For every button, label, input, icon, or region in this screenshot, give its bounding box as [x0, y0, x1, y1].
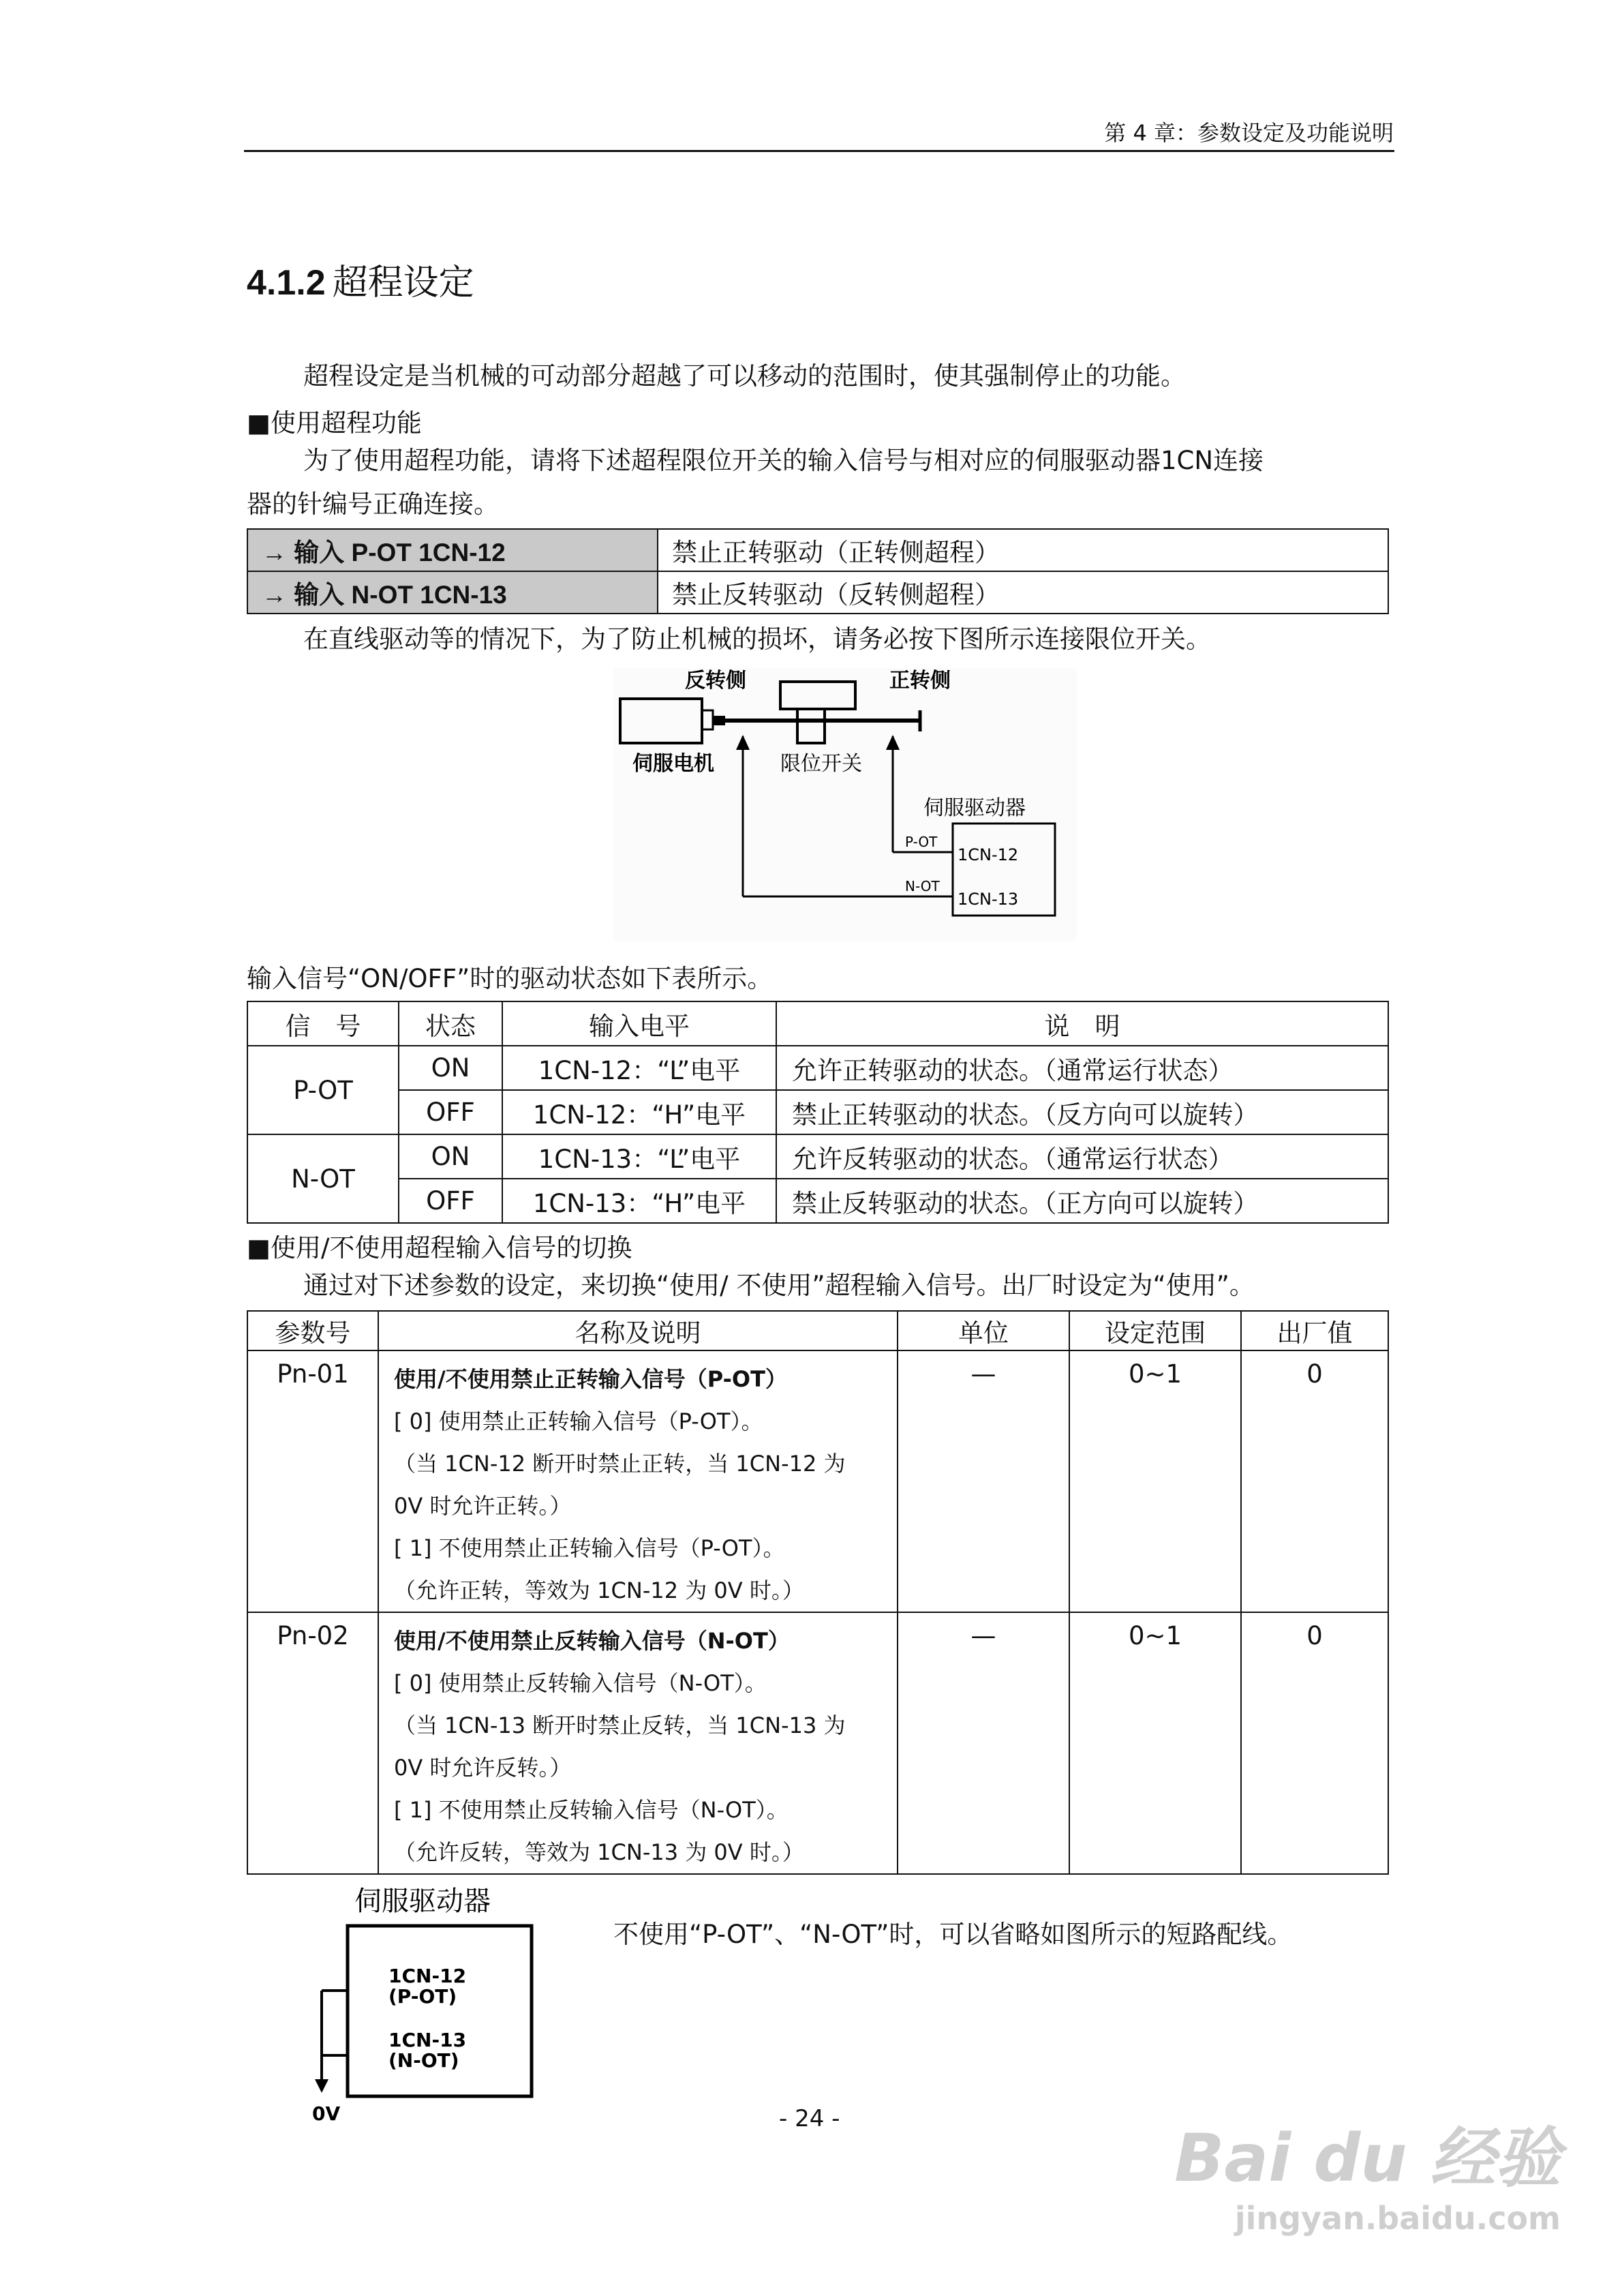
param-default: 0 [1241, 1612, 1388, 1874]
watermark-url: jingyan.baidu.com [1234, 2200, 1561, 2237]
switch-heading: ■使用/不使用超程输入信号的切换 [247, 1233, 632, 1263]
param-line: [ 0] 使用禁止反转输入信号（N-OT）。 [394, 1670, 767, 1696]
chapter-header: 第 4 章：参数设定及功能说明 [1104, 120, 1394, 146]
servo-motor-label: 伺服电机 [632, 752, 714, 776]
header-state: 状态 [399, 1001, 502, 1046]
state-cell: OFF [399, 1090, 502, 1134]
table-row [247, 1612, 1388, 1874]
wiring-note: 在直线驱动等的情况下，为了防止机械的损坏，请务必按下图所示连接限位开关。 [303, 624, 1211, 654]
not-label: (N-OT) [388, 2049, 459, 2072]
pin-12-label: 1CN-12 [958, 845, 1019, 864]
baidu-watermark [1174, 2106, 1561, 2237]
param-default: 0 [1241, 1350, 1388, 1612]
param-unit: — [898, 1350, 1069, 1612]
input-label: → 输入 P-OT 1CN-12 [247, 529, 658, 571]
forward-side-label: 正转侧 [889, 669, 951, 693]
pot-label: (P-OT) [388, 1985, 457, 2008]
page-number: - 24 - [779, 2105, 840, 2132]
param-line: 0V 时允许正转。） [394, 1493, 572, 1519]
param-line: （允许正转，等效为 1CN-12 为 0V 时。） [394, 1577, 804, 1603]
short-circuit-wiring-diagram [300, 1882, 545, 2127]
driver-title: 伺服驱动器 [354, 1886, 491, 1917]
header-rule [244, 150, 1394, 152]
table-row [247, 1090, 1388, 1134]
intro-paragraph: 超程设定是当机械的可动部分超越了可以移动的范围时，使其强制停止的功能。 [303, 361, 1186, 391]
pin-13-label: 1CN-13 [388, 2029, 467, 2051]
param-line: （允许反转，等效为 1CN-13 为 0V 时。） [394, 1839, 804, 1865]
limit-switch-wiring-diagram [613, 668, 1077, 941]
state-cell: OFF [399, 1179, 502, 1223]
use-text-line-1: 为了使用超程功能，请将下述超程限位开关的输入信号与相对应的伺服驱动器1CN连接 [303, 446, 1264, 475]
table-row [247, 1179, 1388, 1223]
ground-label: 0V [312, 2102, 341, 2125]
header-range: 设定范围 [1069, 1311, 1241, 1350]
state-intro: 输入信号“ON/OFF”时的驱动状态如下表所示。 [247, 964, 773, 993]
table-header-row [247, 1001, 1388, 1046]
pin-12-label: 1CN-12 [388, 1965, 467, 1987]
section-title-text: 超程设定 [332, 262, 474, 303]
pot-label: P-OT [905, 834, 938, 850]
param-line: [ 1] 不使用禁止正转输入信号（P-OT）。 [394, 1535, 785, 1561]
desc-cell: 允许反转驱动的状态。（通常运行状态） [776, 1134, 1388, 1179]
section-number: 4.1.2 [247, 263, 326, 303]
param-description [378, 1350, 898, 1612]
driver-label: 伺服驱动器 [923, 796, 1026, 820]
param-line: [ 0] 使用禁止正转输入信号（P-OT）。 [394, 1408, 763, 1434]
param-title: 使用/不使用禁止正转输入信号（P-OT） [394, 1366, 787, 1392]
level-cell: 1CN-12：“L”电平 [502, 1046, 776, 1090]
pin-13-label: 1CN-13 [958, 890, 1019, 909]
level-cell: 1CN-13：“H”电平 [502, 1179, 776, 1223]
switch-text: 通过对下述参数的设定，来切换“使用/ 不使用”超程输入信号。出厂时设定为“使用”。 [303, 1271, 1255, 1300]
table-row [247, 1134, 1388, 1179]
header-name: 名称及说明 [378, 1311, 898, 1350]
desc-cell: 禁止正转驱动的状态。（反方向可以旋转） [776, 1090, 1388, 1134]
param-unit: — [898, 1612, 1069, 1874]
header-param-no: 参数号 [247, 1311, 378, 1350]
section-title [247, 254, 474, 305]
level-cell: 1CN-13：“L”电平 [502, 1134, 776, 1179]
state-cell: ON [399, 1046, 502, 1090]
level-cell: 1CN-12：“H”电平 [502, 1090, 776, 1134]
not-label: N-OT [905, 878, 940, 894]
param-range: 0~1 [1069, 1612, 1241, 1874]
param-description [378, 1612, 898, 1874]
header-default: 出厂值 [1241, 1311, 1388, 1350]
param-title: 使用/不使用禁止反转输入信号（N-OT） [394, 1628, 790, 1654]
table-row [247, 1046, 1388, 1090]
param-line: （当 1CN-12 断开时禁止正转，当 1CN-12 为 [394, 1451, 846, 1477]
state-cell: ON [399, 1134, 502, 1179]
desc-cell: 允许正转驱动的状态。（通常运行状态） [776, 1046, 1388, 1090]
watermark-brand: Bai du 经验 [1174, 2120, 1561, 2196]
parameter-table [247, 1310, 1389, 1875]
param-no: Pn-01 [247, 1350, 378, 1612]
use-text-line-2: 器的针编号正确连接。 [247, 489, 499, 519]
reverse-side-label: 反转侧 [685, 669, 746, 693]
signal-cell: N-OT [247, 1134, 399, 1223]
param-no: Pn-02 [247, 1612, 378, 1874]
param-line: （当 1CN-13 断开时禁止反转，当 1CN-13 为 [394, 1712, 846, 1738]
input-desc: 禁止正转驱动（正转侧超程） [658, 529, 1388, 571]
input-desc: 禁止反转驱动（反转侧超程） [658, 571, 1388, 614]
header-level: 输入电平 [502, 1001, 776, 1046]
input-label: → 输入 N-OT 1CN-13 [247, 571, 658, 614]
limit-switch-label: 限位开关 [780, 752, 862, 776]
param-range: 0~1 [1069, 1350, 1241, 1612]
header-signal: 信 号 [247, 1001, 399, 1046]
header-unit: 单位 [898, 1311, 1069, 1350]
signal-cell: P-OT [247, 1046, 399, 1134]
drive-state-table [247, 1001, 1389, 1224]
table-row [247, 529, 1388, 571]
param-line: [ 1] 不使用禁止反转输入信号（N-OT）。 [394, 1797, 789, 1823]
table-row [247, 1350, 1388, 1612]
table-header-row [247, 1311, 1388, 1350]
shortcut-note: 不使用“P-OT”、“N-OT”时，可以省略如图所示的短路配线。 [613, 1920, 1293, 1949]
use-overtravel-heading: ■使用超程功能 [247, 408, 422, 438]
table-row [247, 571, 1388, 614]
desc-cell: 禁止反转驱动的状态。（正方向可以旋转） [776, 1179, 1388, 1223]
header-desc: 说 明 [776, 1001, 1388, 1046]
param-line: 0V 时允许反转。） [394, 1755, 572, 1781]
input-signal-table [247, 528, 1389, 614]
